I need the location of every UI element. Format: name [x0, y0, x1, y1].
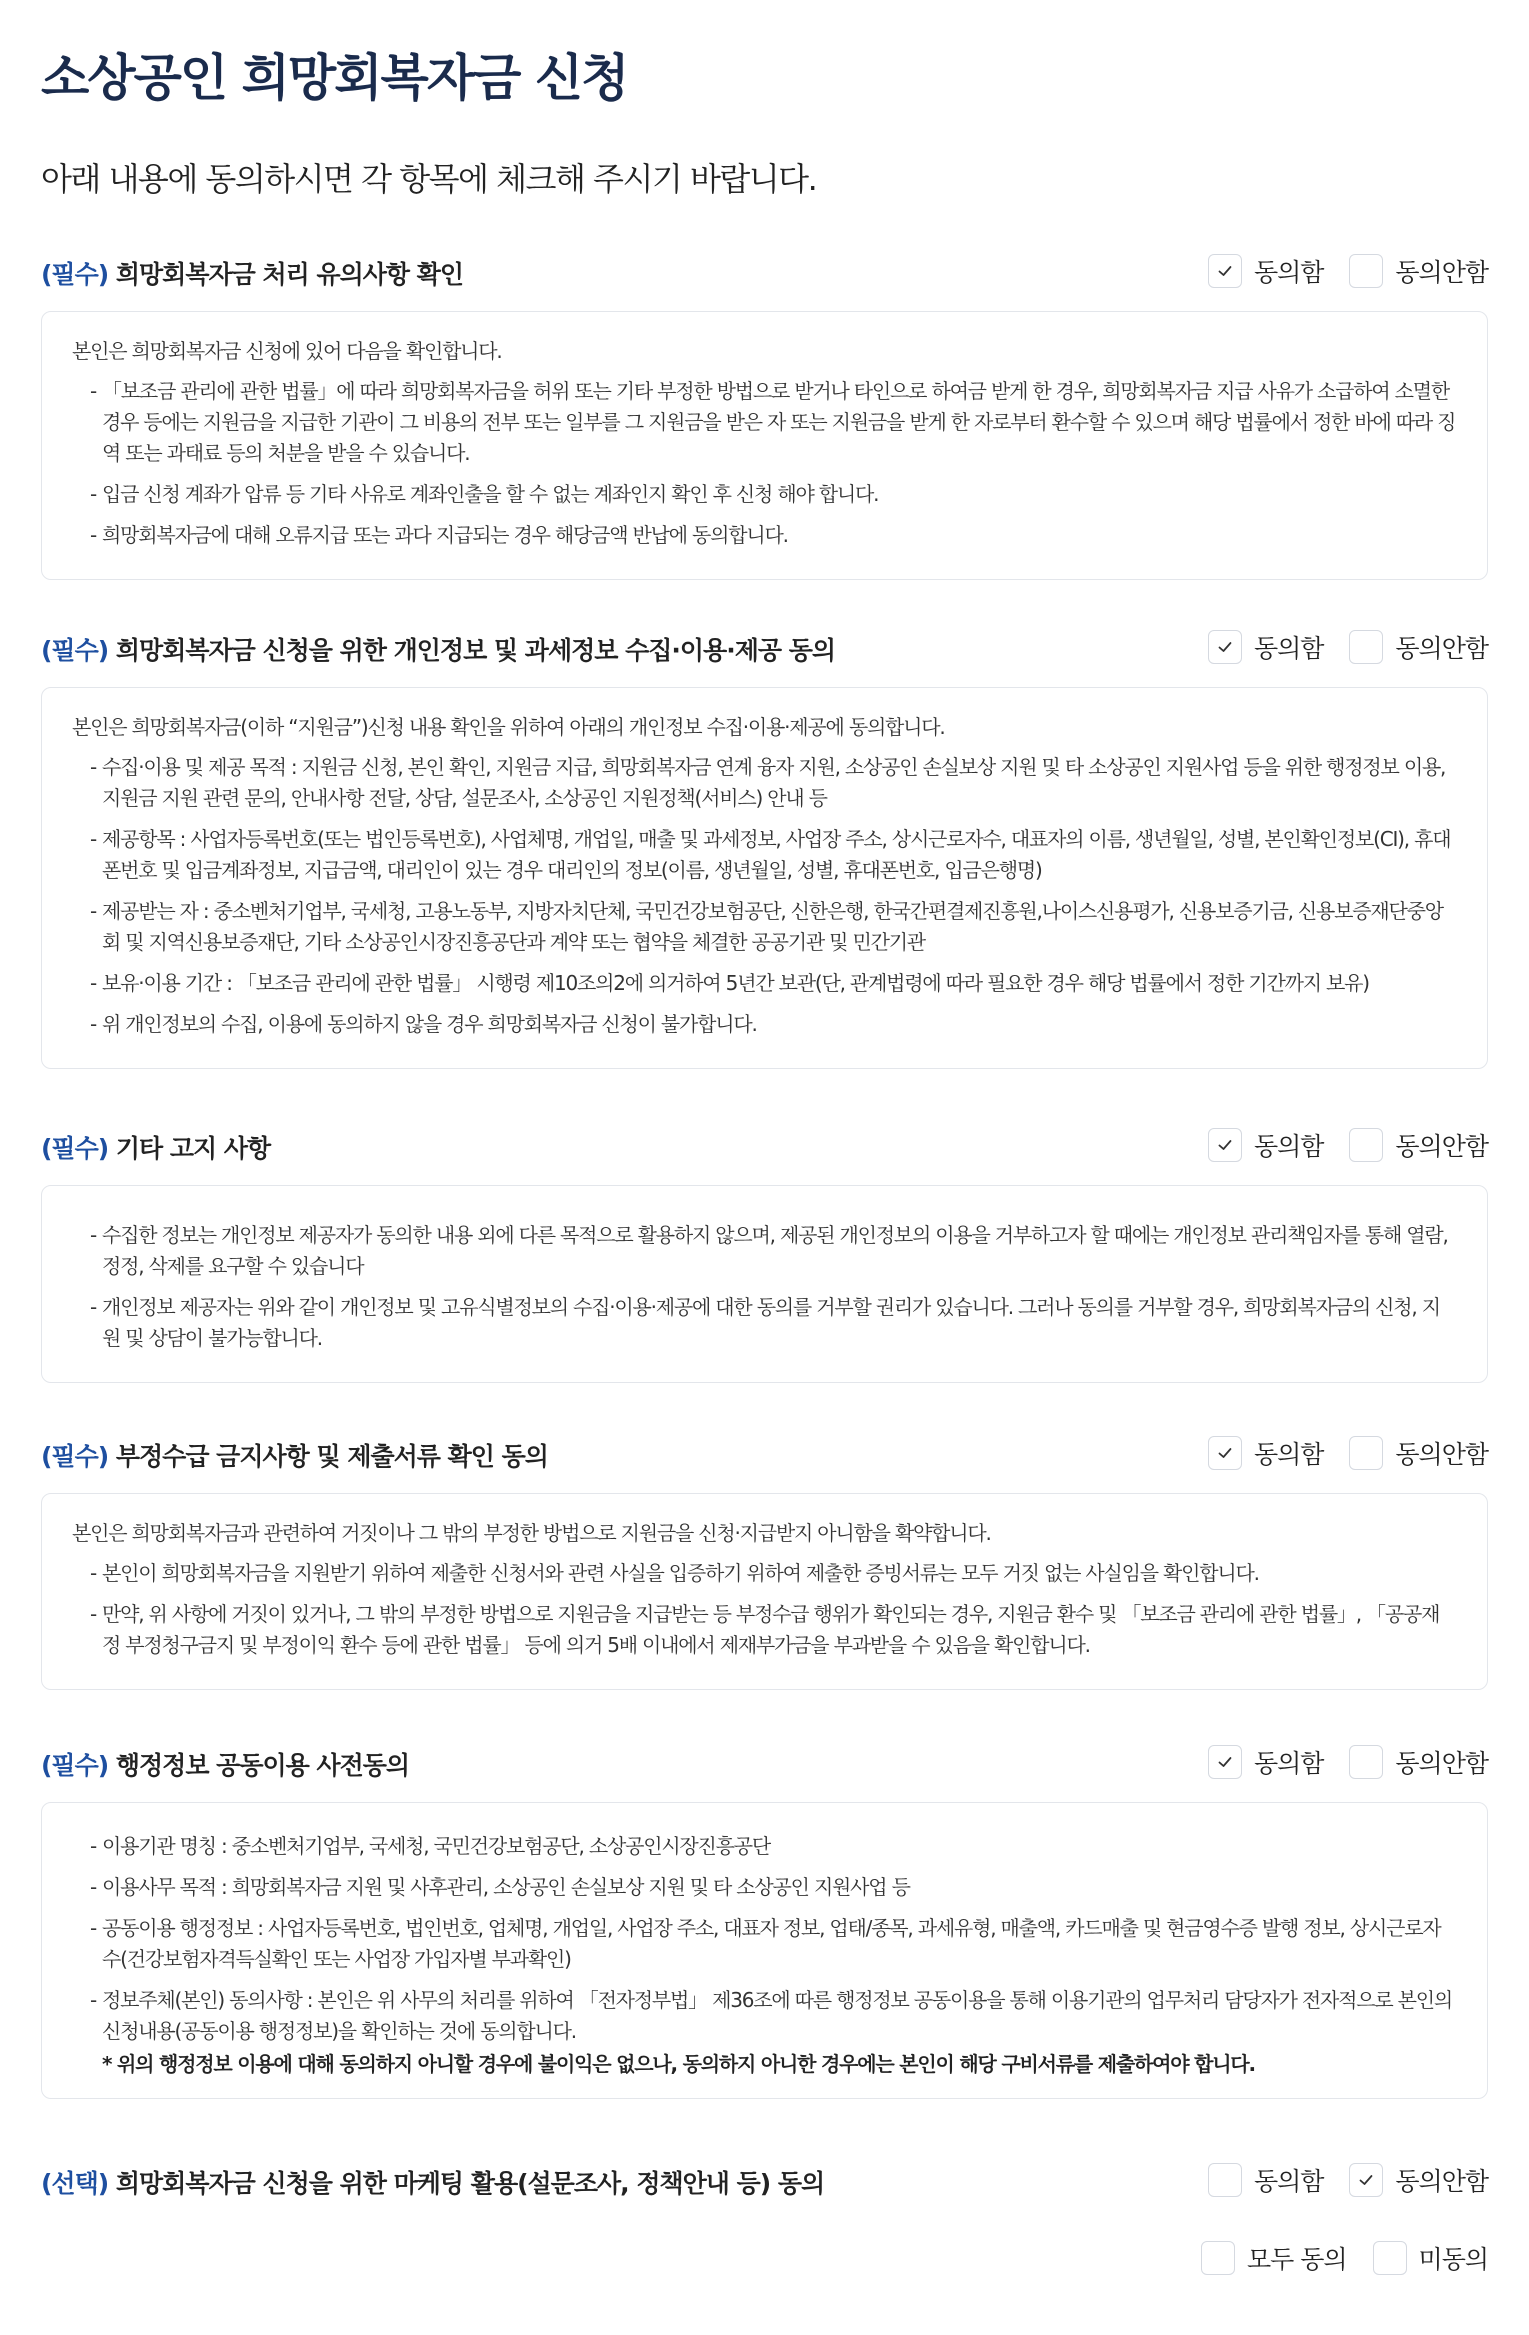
checkbox-box[interactable]: [1208, 1745, 1242, 1779]
terms-item: - 개인정보 제공자는 위와 같이 개인정보 및 고유식별정보의 수집·이용·제공에 대한 동의를 거부할 권리가 있습니다. 그러나 동의를 거부할 경우, 희망회복자금의 신청, 지원 및 상담이 불가능합니다.: [82, 1292, 1457, 1354]
section-title: [41, 1437, 548, 1473]
section-title: [41, 1746, 409, 1782]
section-title-text: 부정수급 금지사항 및 제출서류 확인 동의: [115, 1442, 548, 1471]
disagree-all-checkbox[interactable]: [1373, 2240, 1488, 2276]
agree-checkbox[interactable]: [1208, 1435, 1323, 1471]
terms-note: * 위의 행정정보 이용에 대해 동의하지 아니할 경우에 불이익은 없으나, 동의하지 아니한 경우에는 본인이 해당 구비서류를 제출하여야 합니다.: [102, 2052, 1255, 2076]
section-tag: (필수): [41, 636, 109, 665]
terms-item: - 공동이용 행정정보 : 사업자등록번호, 법인번호, 업체명, 개업일, 사업장 주소, 대표자 정보, 업태/종목, 과세유형, 매출액, 카드매출 및 현금영수증 발행 정보, 상시근로자수(건강보험자격득실확인 또는 사업장 가입자별 부과확인): [82, 1913, 1457, 1975]
agree-all-checkbox[interactable]: [1201, 2240, 1347, 2276]
terms-item: - 보유·이용 기간 : 「보조금 관리에 관한 법률」 시행령 제10조의2에 의거하여 5년간 보관(단, 관계법령에 따라 필요한 경우 해당 법률에서 정한 기간까지 보유): [82, 968, 1457, 999]
section-tag: (필수): [41, 1751, 109, 1780]
checkbox-box[interactable]: [1349, 1128, 1383, 1162]
page-title: 소상공인 희망회복자금 신청: [41, 49, 628, 107]
disagree-label: 동의안함: [1395, 258, 1488, 287]
section-title-text: 희망회복자금 처리 유의사항 확인: [115, 260, 464, 289]
agree-label: 동의함: [1253, 258, 1324, 287]
checkbox-box[interactable]: [1208, 630, 1242, 664]
disagree-label: 동의안함: [1395, 2167, 1488, 2196]
check-icon: [1216, 1444, 1234, 1462]
section-title: [41, 255, 463, 291]
check-icon: [1216, 262, 1234, 280]
checkbox-box[interactable]: [1349, 1436, 1383, 1470]
terms-box: [41, 1493, 1488, 1690]
checkbox-box[interactable]: [1349, 254, 1383, 288]
section-tag: (선택): [41, 2169, 109, 2198]
section-tag: (필수): [41, 1134, 109, 1163]
agree-checkbox[interactable]: [1208, 1127, 1323, 1163]
consent-section-other-notice: [41, 1127, 1488, 1383]
checkbox-box[interactable]: [1349, 1745, 1383, 1779]
terms-intro: 본인은 희망회복자금(이하 “지원금”)신청 내용 확인을 위하여 아래의 개인정보 수집·이용·제공에 동의합니다.: [72, 715, 945, 739]
terms-item: - 이용사무 목적 : 희망회복자금 지원 및 사후관리, 소상공인 손실보상 지원 및 타 소상공인 지원사업 등: [82, 1872, 1457, 1903]
terms-item: - 정보주체(본인) 동의사항 : 본인은 위 사무의 처리를 위하여 「전자정부법」 제36조에 따른 행정정보 공동이용을 통해 이용기관의 업무처리 담당자가 전자적으로 본인의 신청내용(공동이용 행정정보)을 확인하는 것에 동의합니다.: [82, 1985, 1457, 2047]
check-icon: [1216, 1753, 1234, 1771]
agree-label: 동의함: [1253, 1440, 1324, 1469]
agree-label: 동의함: [1253, 2167, 1324, 2196]
checkbox-box[interactable]: [1208, 254, 1242, 288]
section-header: [41, 2162, 1488, 2202]
terms-box: [41, 1185, 1488, 1383]
section-header: [41, 1435, 1488, 1475]
disagree-checkbox[interactable]: [1349, 1127, 1488, 1163]
terms-item: - 수집한 정보는 개인정보 제공자가 동의한 내용 외에 다른 목적으로 활용하지 않으며, 제공된 개인정보의 이용을 거부하고자 할 때에는 개인정보 관리책임자를 통해 열람, 정정, 삭제를 요구할 수 있습니다: [82, 1220, 1457, 1282]
check-icon: [1216, 1136, 1234, 1154]
agree-checkbox[interactable]: [1208, 1744, 1323, 1780]
terms-item: - 만약, 위 사항에 거짓이 있거나, 그 밖의 부정한 방법으로 지원금을 지급받는 등 부정수급 행위가 확인되는 경우, 지원금 환수 및 「보조금 관리에 관한 법률」, 「공공재정 부정청구금지 및 부정이익 환수 등에 관한 법률」 등에 의거 5배 이내에서 제재부가금을 부과받을 수 있음을 확인합니다.: [82, 1599, 1457, 1661]
checkbox-box[interactable]: [1201, 2241, 1235, 2275]
section-title-text: 행정정보 공동이용 사전동의: [115, 1751, 410, 1780]
agree-label: 동의함: [1253, 1132, 1324, 1161]
agree-checkbox[interactable]: [1208, 629, 1323, 665]
checkbox-box[interactable]: [1373, 2241, 1407, 2275]
section-title: [41, 631, 835, 667]
section-options: [1182, 2162, 1488, 2198]
consent-section-personal-info: [41, 629, 1488, 1069]
section-title: [41, 1129, 270, 1165]
terms-item: - 수집·이용 및 제공 목적 : 지원금 신청, 본인 확인, 지원금 지급, 희망회복자금 연계 융자 지원, 소상공인 손실보상 지원 및 타 소상공인 지원사업 등을 위한 행정정보 이용, 지원금 지원 관련 문의, 안내사항 전달, 상담, 설문조사, 소상공인 지원정책(서비스) 안내 등: [82, 752, 1457, 814]
section-header: [41, 253, 1488, 293]
consent-section-fraud: [41, 1435, 1488, 1690]
agree-checkbox[interactable]: [1208, 2162, 1323, 2198]
section-title-text: 희망회복자금 신청을 위한 개인정보 및 과세정보 수집·이용·제공 동의: [115, 636, 835, 665]
terms-item: - 본인이 희망회복자금을 지원받기 위하여 제출한 신청서와 관련 사실을 입증하기 위하여 제출한 증빙서류는 모두 거짓 없는 사실임을 확인합니다.: [82, 1558, 1457, 1589]
disagree-label: 동의안함: [1395, 1749, 1488, 1778]
check-icon: [1216, 638, 1234, 656]
page-subtitle: 아래 내용에 동의하시면 각 항목에 체크해 주시기 바랍니다.: [41, 160, 817, 198]
terms-item: - 제공받는 자 : 중소벤처기업부, 국세청, 고용노동부, 지방자치단체, 국민건강보험공단, 신한은행, 한국간편결제진흥원,나이스신용평가, 신용보증기금, 신용보증재단중앙회 및 지역신용보증재단, 기타 소상공인시장진흥공단과 계약 또는 협약을 체결한 공공기관 및 민간기관: [82, 896, 1457, 958]
checkbox-box[interactable]: [1208, 1128, 1242, 1162]
section-tag: (필수): [41, 260, 109, 289]
terms-item: - 이용기관 명칭 : 중소벤처기업부, 국세청, 국민건강보험공단, 소상공인시장진흥공단: [82, 1831, 1457, 1862]
section-tag: (필수): [41, 1442, 109, 1471]
check-icon: [1357, 2171, 1375, 2189]
terms-item: - 희망회복자금에 대해 오류지급 또는 과다 지급되는 경우 해당금액 반납에 동의합니다.: [82, 520, 1457, 551]
disagree-label: 동의안함: [1395, 1132, 1488, 1161]
section-options: [1182, 1744, 1488, 1780]
terms-item: - 위 개인정보의 수집, 이용에 동의하지 않을 경우 희망회복자금 신청이 불가합니다.: [82, 1009, 1457, 1040]
agree-label: 동의함: [1253, 634, 1324, 663]
checkbox-box[interactable]: [1208, 1436, 1242, 1470]
checkbox-box[interactable]: [1349, 630, 1383, 664]
agree-all-label: 모두 동의: [1246, 2245, 1347, 2274]
section-options: [1182, 1435, 1488, 1471]
section-options: [1182, 629, 1488, 665]
disagree-checkbox[interactable]: [1349, 253, 1488, 289]
section-header: [41, 1744, 1488, 1784]
disagree-checkbox[interactable]: [1349, 2162, 1488, 2198]
terms-intro: 본인은 희망회복자금 신청에 있어 다음을 확인합니다.: [72, 339, 502, 363]
disagree-checkbox[interactable]: [1349, 1744, 1488, 1780]
bottom-options: [1175, 2240, 1488, 2276]
disagree-checkbox[interactable]: [1349, 1435, 1488, 1471]
disagree-label: 동의안함: [1395, 1440, 1488, 1469]
terms-item: - 「보조금 관리에 관한 법률」에 따라 희망회복자금을 허위 또는 기타 부정한 방법으로 받거나 타인으로 하여금 받게 한 경우, 희망회복자금 지급 사유가 소급하여 소멸한 경우 등에는 지원금을 지급한 기관이 그 비용의 전부 또는 일부를 그 지원금을 받은 자 또는 지원금을 받게 한 자로부터 환수할 수 있으며 해당 법률에서 정한 바에 따라 징역 또는 과태료 등의 처분을 받을 수 있습니다.: [82, 376, 1457, 469]
section-title: [41, 2164, 824, 2200]
checkbox-box[interactable]: [1208, 2163, 1242, 2197]
terms-item: - 입금 신청 계좌가 압류 등 기타 사유로 계좌인출을 할 수 없는 계좌인지 확인 후 신청 해야 합니다.: [82, 479, 1457, 510]
agree-checkbox[interactable]: [1208, 253, 1323, 289]
consent-section-notice: [41, 253, 1488, 580]
section-title-text: 기타 고지 사항: [115, 1134, 271, 1163]
terms-box: [41, 1802, 1488, 2099]
checkbox-box[interactable]: [1349, 2163, 1383, 2197]
section-options: [1182, 1127, 1488, 1163]
section-title-text: 희망회복자금 신청을 위한 마케팅 활용(설문조사, 정책안내 등) 동의: [115, 2169, 825, 2198]
section-header: [41, 1127, 1488, 1167]
terms-box: [41, 311, 1488, 580]
section-options: [1182, 253, 1488, 289]
terms-item: - 제공항목 : 사업자등록번호(또는 법인등록번호), 사업체명, 개업일, 매출 및 과세정보, 사업장 주소, 상시근로자수, 대표자의 이름, 생년월일, 성별, 본인확인정보(CI), 휴대폰번호 및 입금계좌정보, 지급금액, 대리인이 있는 경우 대리인의 정보(이름, 생년월일, 성별, 휴대폰번호, 입금은행명): [82, 824, 1457, 886]
consent-section-marketing: [41, 2162, 1488, 2202]
disagree-all-label: 미동의: [1418, 2245, 1488, 2274]
section-header: [41, 629, 1488, 669]
terms-intro: 본인은 희망회복자금과 관련하여 거짓이나 그 밖의 부정한 방법으로 지원금을 신청·지급받지 아니함을 확약합니다.: [72, 1521, 991, 1545]
terms-box: [41, 687, 1488, 1069]
consent-section-admin-info: [41, 1744, 1488, 2099]
disagree-label: 동의안함: [1395, 634, 1488, 663]
disagree-checkbox[interactable]: [1349, 629, 1488, 665]
agree-label: 동의함: [1253, 1749, 1324, 1778]
